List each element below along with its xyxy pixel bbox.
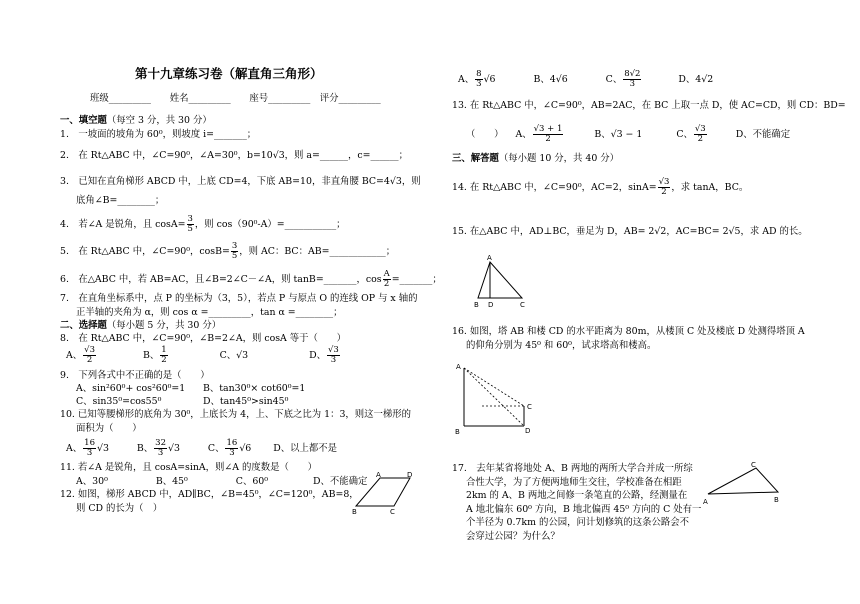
question-9-option-d: D、tan45⁰>sin45⁰ [203, 396, 289, 407]
question-17: 17. 去年某省将地处 A、B 两地的两所大学合并成一所综 合性大学，为了方便两地师生交往，学校准备在相距 2km 的 A、B 两地之间修一条笔直的公路，经测量在 A 地北偏东 60⁰ 方向，B 地北偏西 45⁰ 方向的 C 处有一 个半径为 0.7km 的公园，问计划修筑的这条公路会不 会穿过公园？为什么？ [452, 463, 702, 542]
question-9-option-c: C、sin35⁰=cos55⁰ [76, 396, 162, 407]
header-fields: 班级_________ 姓名_________ 座号_________ 评分_________ [90, 93, 381, 104]
question-3-line2: 底角∠B=________； [76, 195, 165, 206]
question-9-option-b: B、tan30⁰× cot60⁰=1 [203, 383, 306, 394]
question-16-line2: 的仰角分别为 45⁰ 和 60⁰，试求塔高和楼高。 [466, 340, 657, 351]
fig15-label-d: D [488, 301, 494, 309]
question-11-options: A、30⁰ B、45⁰ C、60⁰ D、不能确定 [76, 476, 368, 487]
question-6: 6. 在△ABC 中，若 AB=AC，且∠B=2∠C－∠A，则 tanB=_______，cos $\frac{A}{2}$ =_______； [60, 269, 442, 289]
fig17-label-a: A [703, 498, 708, 506]
fig15-label-b: B [474, 301, 479, 309]
question-15: 15. 在△ABC 中，AD⊥BC，垂足为 D，AB= 2√2，AC=BC= 2√5，求 AD 的长。 [452, 226, 808, 237]
question-1: 1. 一坡面的坡角为 60⁰，则坡度 i=_______； [60, 129, 257, 140]
section-choice: 二、选择题（每小题 5 分，共 30 分） [60, 320, 222, 331]
fig15-label-c: C [520, 301, 525, 309]
question-10-options: A、 $\frac{16}{3}$ √3 B、 $\frac{32}{3}$ √3 C、 $\frac{16}{3}$ √6 D、以上都不是 [66, 438, 338, 458]
fig16-label-a: A [456, 363, 461, 371]
question-16-line1: 16. 如图，塔 AB 和楼 CD 的水平距离为 80m，从楼顶 C 处及楼底 D 处测得塔顶 A [452, 326, 805, 337]
question-13: 13. 在 Rt△ABC 中，∠C=90⁰，AB=2AC，在 BC 上取一点 D，使 AC=CD，则 CD：BD= [452, 100, 846, 111]
fig17-label-c: C [751, 461, 756, 469]
question-12-options: A、 $\frac{8}{3}$ √6 B、4√6 C、 $\frac{8√2}{3}$ D、4√2 [458, 69, 714, 89]
fig15-label-a: A [487, 254, 492, 262]
triangle-ad-figure [470, 252, 540, 312]
fig16-label-d: D [525, 427, 531, 435]
question-12-line1: 12. 如图，梯形 ABCD 中，AD∥BC，∠B=45⁰，∠C=120⁰，AB=8， [60, 489, 359, 500]
question-7-line1: 7. 在直角坐标系中，点 P 的坐标为（3，5），若点 P 与原点 O 的连线 OP 与 x 轴的 [60, 293, 418, 304]
question-12-line2: 则 CD 的长为（ ） [76, 503, 163, 514]
question-4: 4. 若∠A 是锐角，且 cosA= $\frac{3}{5}$ ，则 cos（90⁰-A）=___________； [60, 214, 346, 234]
question-3-line1: 3. 已知在直角梯形 ABCD 中，上底 CD=4，下底 AB=10，非直角腰 BC=4√3，则 [60, 176, 421, 187]
question-13-options: （ ） A、 $\frac{√3 + 1}{2}$ B、√3 − 1 C、 $\frac{√3}{2}$ D、不能确定 [466, 124, 791, 144]
tower-building-figure [452, 360, 542, 438]
question-10-line1: 10. 已知等腰梯形的底角为 30⁰，上底长为 4，上、下底之比为 1：3，则这一梯形的 [60, 409, 412, 420]
page-title: 第十九章练习卷（解直角三角形） [135, 66, 323, 81]
fig12-label-d: D [407, 471, 413, 479]
question-11: 11. 若∠A 是锐角，且 cosA=sinA，则∠A 的度数是（ ） [60, 462, 318, 473]
question-14: 14. 在 Rt△ABC 中，∠C=90⁰，AC=2，sinA= $\frac{√3}{2}$ ，求 tanA，BC。 [452, 177, 749, 197]
fig16-label-b: B [455, 428, 460, 436]
trapezoid-figure [348, 468, 418, 516]
question-9-option-a: A、sin²60⁰+ cos²60⁰=1 [76, 383, 186, 394]
fig17-label-b: B [774, 496, 779, 504]
fig12-label-b: B [352, 508, 357, 516]
question-8: 8. 在 Rt△ABC 中，∠C=90⁰，∠B=2∠A，则 cosA 等于（ ） [60, 333, 347, 344]
question-5: 5. 在 Rt△ABC 中，∠C=90⁰，cosB= $\frac{3}{5}$ ，则 AC：BC：AB=____________； [60, 241, 396, 261]
triangle-abc-figure [700, 460, 790, 512]
question-7-line2: 正半轴的夹角为 α，则 cos α =_________，tan α =________； [76, 307, 343, 318]
question-2: 2. 在 Rt△ABC 中，∠C=90⁰，∠A=30⁰，b=10√3，则 a=______，c=______； [60, 150, 408, 161]
question-9: 9. 下列各式中不正确的是（ ） [60, 370, 210, 381]
question-10-line2: 面积为（ ） [76, 423, 142, 434]
question-8-options: A、 $\frac{√3}{2}$ B、 $\frac{1}{2}$ C、√3 D、 $\frac{√3}{3}$ [66, 345, 339, 365]
fig12-label-a: A [376, 471, 381, 479]
section-fill-blank: 一、填空题（每空 3 分，共 30 分） [60, 115, 212, 126]
section-answer: 三、解答题（每小题 10 分，共 40 分） [452, 153, 620, 164]
fig12-label-c: C [390, 508, 395, 516]
fig16-label-c: C [527, 403, 532, 411]
